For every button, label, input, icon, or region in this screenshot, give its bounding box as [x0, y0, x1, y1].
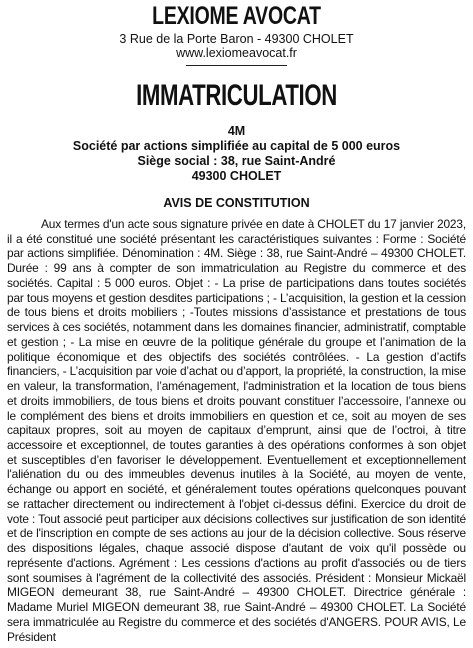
company-form-capital: Société par actions simplifiée au capital de 5 000 euros	[72, 139, 401, 153]
firm-website: www.lexiomeavocat.fr	[176, 46, 297, 60]
firm-name: LEXIOME AVOCAT	[152, 2, 321, 30]
company-city: 49300 CHOLET	[191, 169, 282, 183]
firm-address: 3 Rue de la Porte Baron - 49300 CHOLET	[119, 32, 354, 46]
section-title: IMMATRICULATION	[136, 79, 337, 112]
company-name: 4M	[227, 124, 246, 138]
company-seat: Siège social : 38, rue Saint-André	[137, 154, 336, 168]
notice-body: Aux termes d'un acte sous signature privée en date à CHOLET du 17 janvier 2023, il a été constitué une société présentant les caractéristiques suivantes : Forme : Société par actions simplifiée. Dénomination : 4M. Siège : 38, rue Saint-André – 49300 CHOLET. Durée : 99 ans à compter de son immatriculation au Registre du commerce et des sociétés. Capital : 5 000 euros. Objet : - La prise de participations dans toutes sociétés par tous moyens et gestion desdites participations ; - L’acquisition, la gestion et la cession de tous biens et droits mobiliers ; -Toutes missions d’assistance et prestations de tous services à ces sociétés, notamment dans les domaines financier, administratif, comptable et gestion ; - La mise en œuvre de la politique générale du groupe et l’animation de la politique économique et des objectifs des sociétés contrôlées. - La gestion d’actifs financiers, - L’acquisition par voie d’achat ou d’apport, la propriété, la construction, la mise en valeur, la transformation, l’aménagement, l'administration et la location de tous biens et droits immobiliers, de tous biens et droits pouvant constituer l’accessoire, l’annexe ou le complément des biens et droits immobiliers en question et ce, soit au moyen de ses capitaux propres, soit au moyen de capitaux d’emprunt, ainsi que de l’octroi, à titre accessoire et exceptionnel, de toutes garanties à des opérations conformes à son objet et susceptibles d’en favoriser le développement. Eventuellement et exceptionnellement l'aliénation du ou des immeubles devenus inutiles à la Société, au moyen de vente, échange ou apport en société, et généralement toutes opérations quelconques pouvant se rattacher directement ou indirectement à l'objet ci-dessus défini. Exercice du droit de vote : Tout associé peut participer aux décisions collectives sur justification de son identité et de l'inscription en compte de ses actions au jour de la décision collective. Sous réserve des dispositions légales, chaque associé dispose d'autant de voix qu'il possède ou représente d'actions. Agrément : Les cessions d'actions au profit d'associés ou de tiers sont soumises à l'agrément de la collectivité des associés. Président : Monsieur Mickaël MIGEON demeurant 38, rue Saint-André – 49300 CHOLET. Directrice générale : Madame Muriel MIGEON demeurant 38, rue Saint-André – 49300 CHOLET. La Société sera immatriculée au Registre du commerce et des sociétés d'ANGERS. POUR AVIS, Le Président	[7, 217, 466, 644]
notice-heading: AVIS DE CONSTITUTION	[163, 196, 310, 210]
header-divider	[186, 65, 287, 66]
